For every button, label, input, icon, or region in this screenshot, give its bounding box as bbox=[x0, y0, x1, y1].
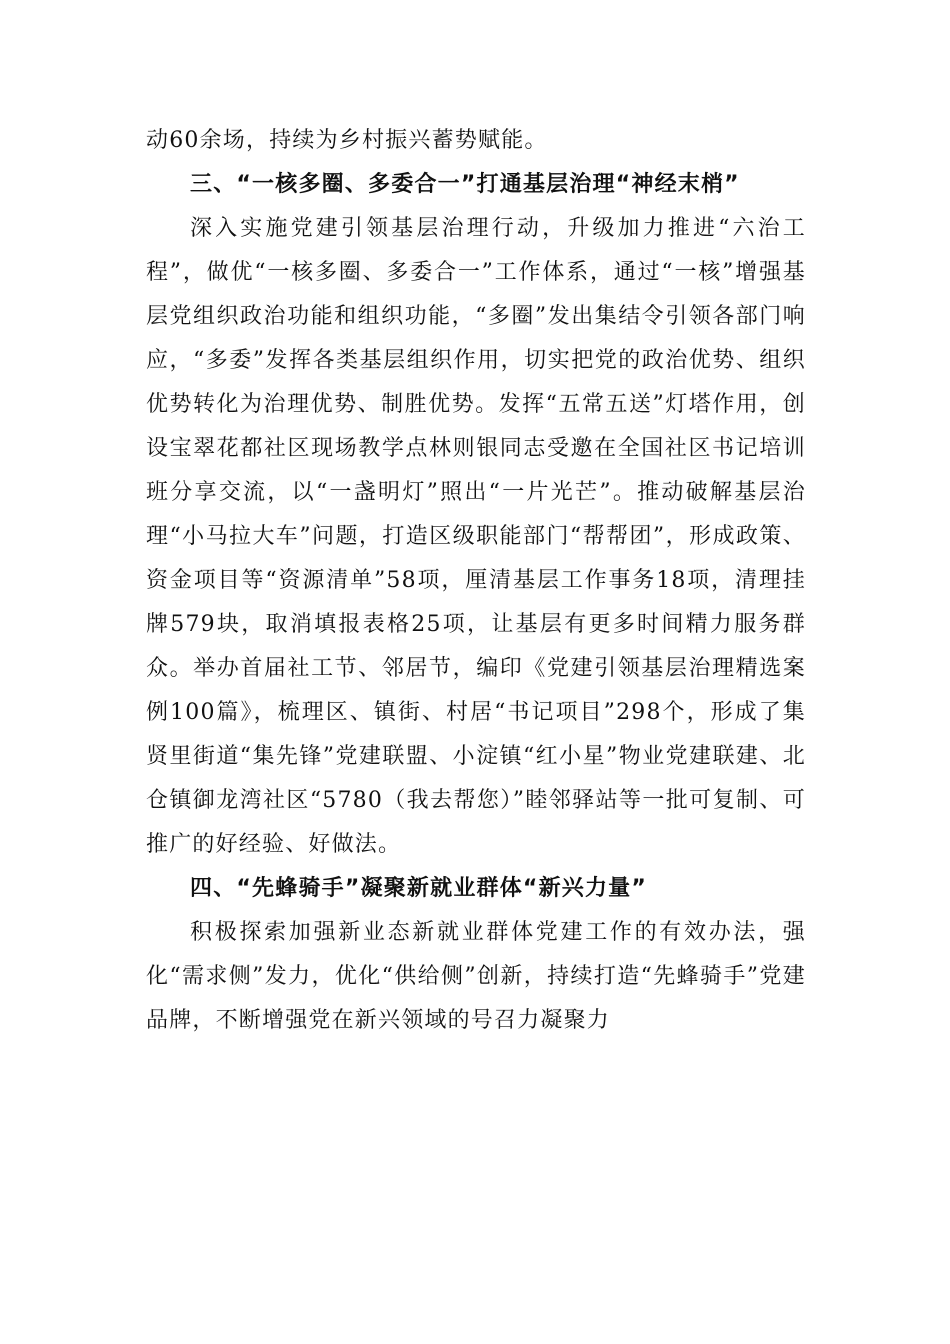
section-4-heading: 四、“先蜂骑手”凝聚新就业群体“新兴力量” bbox=[190, 876, 648, 901]
section-3-paragraph: 深入实施党建引领基层治理行动，升级加力推进“六治工程”，做优“一核多圈、多委合一”工作体系，通过“一核”增强基层党组织政治功能和组织功能，“多圈”发出集结令引领各部门响应，“多委”发挥各类基层组织作用，切实把党的政治优势、组织优势转化为治理优势、制胜优势。发挥“五常五送”灯塔作用，创设宝翠花都社区现场教学点林则银同志受邀在全国社区书记培训班分享交流，以“一盏明灯”照出“一片光芒”。推动破解基层治理“小马拉大车”问题，打造区级职能部门“帮帮团”，形成政策、资金项目等“资源清单”58项，厘清基层工作事务18项，清理挂牌579块，取消填报表格25项，让基层有更多时间精力服务群众。举办首届社工节、邻居节，编印《党建引领基层治理精选案例100篇》，梳理区、镇街、村居“书记项目”298个，形成了集贤里街道“集先锋”党建联盟、小淀镇“红小星”物业党建联建、北仓镇御龙湾社区“5780（我去帮您）”睦邻驿站等一批可复制、可推广的好经验、好做法。 bbox=[146, 216, 806, 857]
section-3-heading: 三、“一核多圈、多委合一”打通基层治理“神经末梢” bbox=[190, 172, 740, 197]
continuation-paragraph: 动60余场，持续为乡村振兴蓄势赋能。 bbox=[146, 128, 548, 153]
section-4-paragraph: 积极探索加强新业态新就业群体党建工作的有效办法，强化“需求侧”发力，优化“供给侧”创新，持续打造“先蜂骑手”党建品牌，不断增强党在新兴领域的号召力凝聚力 bbox=[146, 920, 806, 1033]
document-body bbox=[146, 119, 806, 1043]
